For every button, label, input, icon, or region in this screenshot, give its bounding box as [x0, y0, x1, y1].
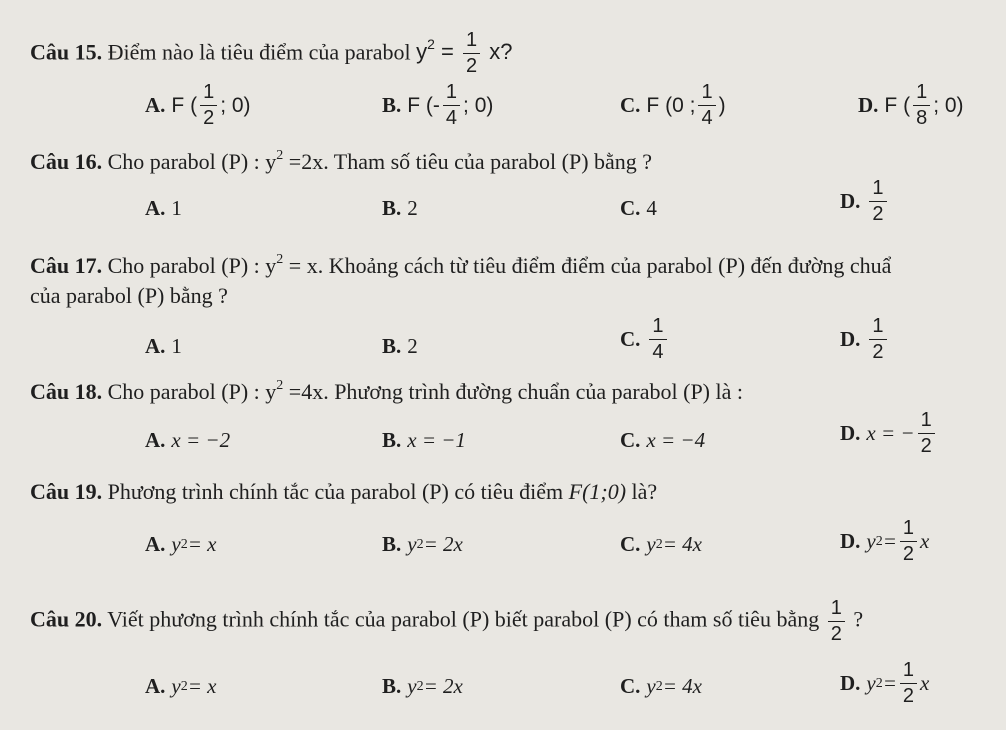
question-19: Câu 19. Phương trình chính tắc của parabol (P) có tiêu điểm F(1;0) là?: [30, 479, 658, 504]
q15-option-a[interactable]: A. F ( $\frac{1}{2}$ ; 0): [145, 81, 251, 129]
question-18-label: Câu 18.: [30, 379, 103, 404]
q20-option-b[interactable]: B. y 2 = 2x: [382, 674, 463, 698]
q16-option-c[interactable]: C. 4: [620, 196, 657, 220]
q20-option-a[interactable]: A. y 2 = x: [145, 674, 217, 698]
q19-option-c[interactable]: C. y 2 = 4x: [620, 532, 702, 556]
q17-option-c[interactable]: C. $\frac{1}{4}$: [620, 316, 670, 363]
q17-option-d[interactable]: D. $\frac{1}{2}$: [840, 316, 890, 363]
q20-option-c[interactable]: C. y 2 = 4x: [620, 674, 702, 698]
q15-option-c[interactable]: C. F (0 ; $\frac{1}{4}$ ): [620, 81, 726, 129]
q18-option-a[interactable]: A. x = −2: [145, 428, 231, 452]
question-20: Câu 20. Viết phương trình chính tắc của parabol (P) biết parabol (P) có tham số tiêu bằng $\frac{1}{2}$ ?: [30, 597, 864, 645]
question-15-label: Câu 15.: [30, 39, 103, 65]
q20-option-d[interactable]: D. y 2 = $\frac{1}{2}$ x: [840, 659, 930, 707]
q18-option-d[interactable]: D. x = − $\frac{1}{2}$: [840, 410, 938, 457]
question-17-line-2: của parabol (P) bằng ?: [30, 283, 228, 308]
q19-option-b[interactable]: B. y 2 = 2x: [382, 532, 463, 556]
q17-option-a[interactable]: A. 1: [145, 334, 182, 358]
q15-option-b[interactable]: B. F (- $\frac{1}{4}$ ; 0): [382, 81, 494, 129]
question-15-equation: $y^2$ = $\frac{1}{2}$ x?: [416, 29, 513, 77]
q18-option-c[interactable]: C. x = −4: [620, 428, 706, 452]
question-16-label: Câu 16.: [30, 149, 103, 174]
question-18: Câu 18. Cho parabol (P) : $y^2 =4x$. Phương trình đường chuẩn của parabol (P) là :: [30, 378, 743, 404]
question-17: Câu 17. Cho parabol (P) : $y^2 = x$. Khoảng cách từ tiêu điểm điểm của parabol (P) đến đường chuẩ: [30, 252, 892, 278]
q16-option-a[interactable]: A. 1: [145, 196, 182, 220]
question-19-label: Câu 19.: [30, 479, 103, 504]
q19-option-a[interactable]: A. y 2 = x: [145, 532, 217, 556]
q17-option-b[interactable]: B. 2: [382, 334, 418, 358]
question-20-label: Câu 20.: [30, 606, 103, 632]
question-15-text: Điểm nào là tiêu điểm của parabol: [102, 39, 417, 65]
q18-option-b[interactable]: B. x = −1: [382, 428, 466, 452]
q16-option-d[interactable]: D. $\frac{1}{2}$: [840, 178, 890, 225]
question-15: [30, 30, 512, 77]
question-17-label: Câu 17.: [30, 253, 103, 278]
q19-option-d[interactable]: D. y 2 = $\frac{1}{2}$ x: [840, 517, 930, 565]
q16-option-b[interactable]: B. 2: [382, 196, 418, 220]
question-16: Câu 16. Cho parabol (P) : $y^2 =2x$. Tham số tiêu của parabol (P) bằng ?: [30, 148, 653, 174]
q15-option-d[interactable]: D. F ( $\frac{1}{8}$ ; 0): [858, 81, 964, 129]
